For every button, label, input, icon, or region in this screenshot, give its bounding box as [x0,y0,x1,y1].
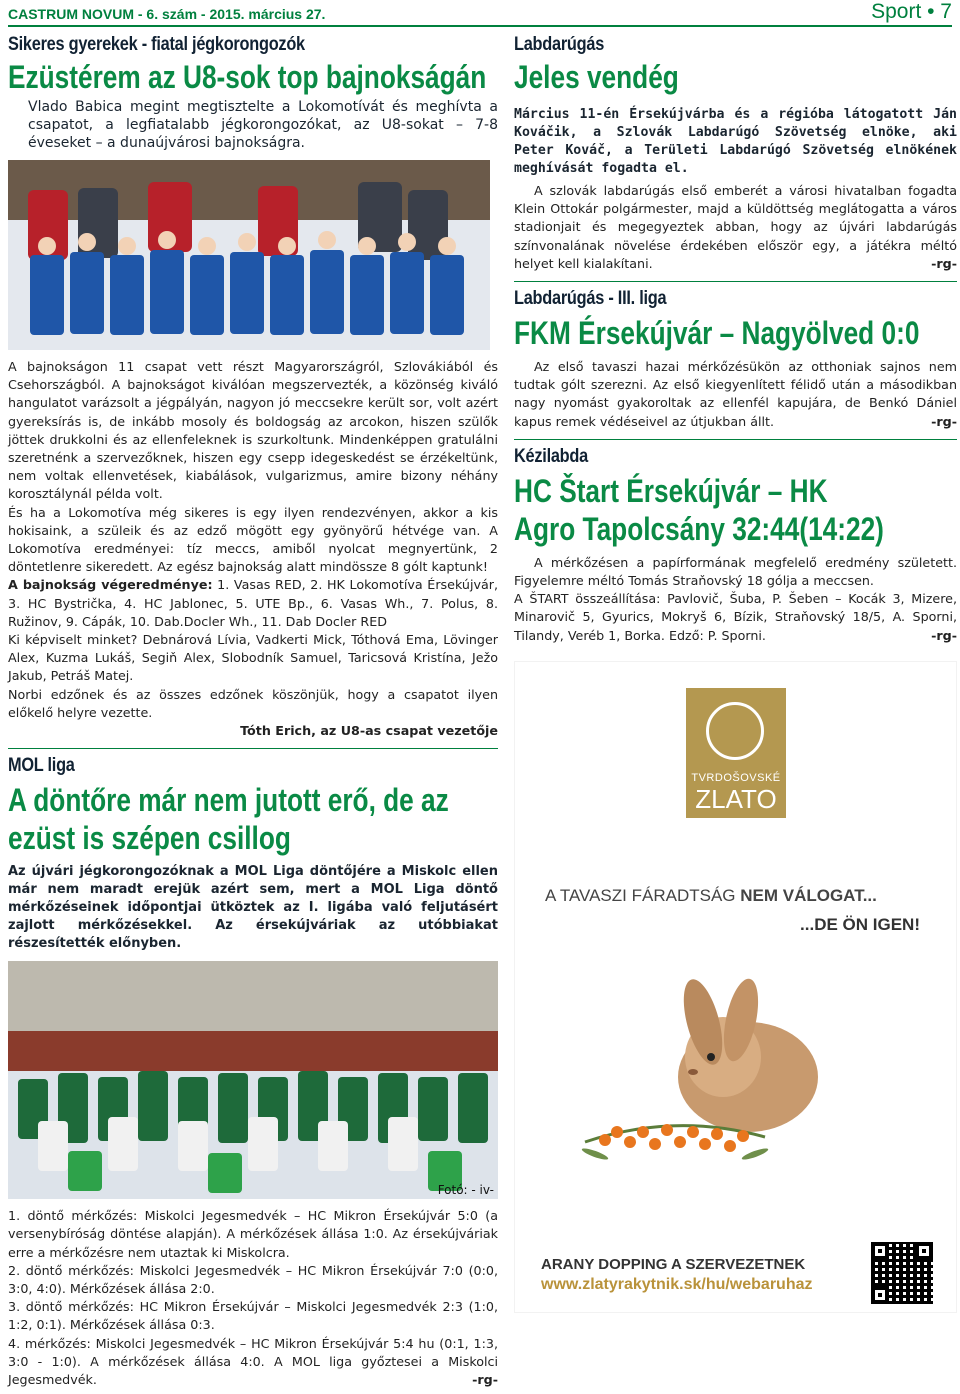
team-photo-u8-drawing [8,160,490,350]
article-headline: Jeles vendég [514,59,679,95]
team-photo-mol-liga-drawing [8,961,498,1199]
divider [514,281,957,282]
results-paragraph [8,576,498,631]
article-body [514,554,957,645]
page-header-right: Sport • 7 [871,0,952,23]
qr-finder [871,1286,889,1304]
header-rule [8,25,952,27]
team-photo-u8 [8,160,490,350]
page-header-left: CASTRUM NOVUM - 6. szám - 2015. március 27. [8,6,326,22]
ad-slogan-bold: NEM VÁLOGAT... [740,885,877,905]
signature-row [8,722,498,740]
ad-url-link[interactable]: www.zlatyrakytnik.sk/hu/webaruhaz [541,1275,813,1293]
article-body [514,358,957,431]
article-kicker: Kézilabda [514,445,588,467]
paragraph: 3. döntő mérkőzés: HC Mikron Érsekújvár – Miskolci Jegesmedvék 2:3 (1:0, 1:2, 0:1). Mérkőzések állása 0:3. [8,1299,498,1333]
divider [514,439,957,440]
article-lead: Vlado Babica megint megtisztelte a Lokomotívát és meghívta a csapatot, a legfiatalabb jégkorongozókat, az U8-sokat – 7-8 éveseket – a dunaújvárosi bajnokságra. [28,99,498,151]
paragraph: 2. döntő mérkőzés: Miskolci Jegesmedvék – HC Mikron Érsekújvár 7:0 (0:0, 3:0, 4:0). Mérkőzések állása 2:0. [8,1262,498,1297]
paragraph [8,1335,498,1390]
paragraph [514,590,957,645]
qr-finder [915,1242,933,1260]
headline-line: ezüst is szépen csillog [8,820,291,857]
paragraph [514,182,957,273]
paragraph: Norbi edzőnek és az összes edzőnek köszönjük, hogy a csapatot ilyen előkelő helyre vezette. [8,686,498,720]
ad-footer-text: ARANY DOPPING A SZERVEZETNEK [541,1255,806,1273]
headline-line: Agro Tapolcsány 32:44(14:22) [514,510,884,547]
paragraph-text: Az első tavaszi hazai mérkőzésükön az otthoniak sajnos nem tudtak gólt szerezni. Az első kiegyenlített félidő után a másodikban nagy nyomást gyakoroltak az ellenfél kapujára, de Benkó Dániel kapus remek védéseivel az útjukban állt. [514,359,957,429]
qr-code-icon[interactable] [871,1242,933,1304]
paragraph: A mérkőzésen a papírformának megfelelő eredmény született. Figyelemre méltó Tomás Straňovský 18 gólja a meccsen. [514,554,957,589]
ad-slogan [545,886,877,906]
article-headline: Ezüstérem az U8-sok top bajnokságán [8,59,487,95]
signature: -rg- [472,1372,498,1388]
paragraph-text: 4. mérkőzés: Miskolci Jegesmedvék – HC Mikron Érsekújvár 5:4 hu (0:1, 1:3, 3:0 - 1:0). A mérkőzések állása 4:0. A MOL liga győztesei a Miskolci Jegesmedvék. [8,1335,498,1388]
paragraph: A bajnokságon 11 csapat vett részt Magyarországról, Szlovákiából és Csehországból. A bajnokságot kiválóan megszervezték, a közönség kiváló hangulatot varázsolt a jégpályán, nagyon jó meccsekre került sor, volt azért gyereksírás is, de inkább mosoly és boldogság az arcokon, hiszen szülők jöttek drukkolni és az ellenfeleknek is szurkoltunk. Mindenképpen gratulálni szeretnénk a szervezőknek, hiszen egy csepp idegeskedést se érzékeltünk, nem voltak ellenvetések, kiabálások, vulgarizmus, amire bizony néhány korosztálynál példa volt. [8,359,498,502]
ad-slogan-part: A TAVASZI FÁRADTSÁG [545,885,741,905]
right-column [514,34,957,1313]
paragraph: Ki képviselt minket? Debnárová Lívia, Vadkerti Mick, Tóthová Ema, Lövinger Alex, Kuzma Lukáš, Segiň Alex, Slobodník Samuel, Taricsová Kristína, Ježo Jakub, Petráš Matej. [8,632,498,684]
signature: -rg- [931,627,957,643]
results-label: A bajnokság végeredménye: [8,577,213,593]
article-headline [514,472,957,548]
advertisement[interactable] [514,661,957,1313]
article-kicker: Sikeres gyerekek - fiatal jégkorongozók [8,34,305,55]
article-kicker: MOL liga [8,755,75,777]
leaf-logo-icon [706,702,764,760]
article-kicker: Labdarúgás [514,34,605,55]
divider [8,748,498,749]
ad-slogan-second: ...DE ÖN IGEN! [800,914,920,934]
article-kicker: Labdarúgás - III. liga [514,288,667,310]
tvrdosovske-zlato-logo [686,688,786,818]
logo-text-top: TVRDOŠOVSKÉ [691,771,781,784]
paragraph-text: A szlovák labdarúgás első emberét a városi hivatalban fogadta Klein Ottokár polgármester, majd a küldöttség meglátogatta a város stadionjait és megegyeztek abban, hogy az újvári labdarúgás színvonalának növelése érdekében először egy, a játékra méltó helyet kell kialakítani. [514,183,957,271]
qr-finder [871,1242,889,1260]
logo-text-bottom: ZLATO [695,783,777,814]
results-text: 1. Vasas RED, 2. HK Lokomotíva Érsekújvár, 3. HC Bystrička, 4. HC Jablonec, 5. UTE Bp., 6. Vasas Wh., 7. Polus, 8. Ružinov, 9. Cápák, 10. Dab.Docler Wh., 11. Dab Docler RED [8,577,499,629]
article-body [8,1207,498,1389]
article-lead: Március 11-én Érsekújvárba és a régióba látogatott Ján Kováčik, a Szlovák Labdarúgó Szövetség elnöke, aki Peter Kováč, a Területi Labdarúgó Szövetség elnökének meghívását fogadta el. [514,107,957,176]
sea-buckthorn-icon [575,1102,775,1172]
signature: -rg- [931,413,957,429]
photo-credit: Fotó: - iv- [437,1183,494,1198]
headline-line: A döntőre már nem jutott erő, de az [8,782,449,819]
signature: Tóth Erich, az U8-as csapat vezetője [240,723,498,739]
headline-line: HC Štart Érsekújvár – HK [514,472,828,509]
paragraph [514,358,957,431]
signature: -rg- [931,255,957,271]
left-column [8,34,498,1389]
article-body [8,358,498,740]
paragraph: És ha a Lokomotíva még sikeres is egy ilyen rendezvényen, akkor a kis hokisaink, a szüleik és az edző mögött egy gyönyörű hétvége van. A Lokomotíva eredményei: tíz meccs, amiből nyolcat megnyertünk, 2 döntetlenre sikeredett. Az egész bajnokság alatt mindössze 8 gólt kaptunk! [8,504,498,575]
lineup-text: A ŠTART összeállítása: Pavlovič, Šuba, P. Šeben – Kocák 3, Mizere, Minarovič 5, Gyurics, Mokryš 6, Bízik, Straňovský 18/5, A. Sporni, Tilandy, Veréb 1, Borka. Edző: P. Sporni. [514,591,957,643]
article-headline [8,781,498,857]
paragraph: 1. döntő mérkőzés: Miskolci Jegesmedvék – HC Mikron Érsekújvár 5:0 (a versenybíróság döntése alapján). A mérkőzések állása 1:0. Az érsekújváriak erre a mérkőzésre nem utaztak ki Miskolcra. [8,1208,498,1260]
team-photo-mol-liga [8,961,498,1199]
article-lead: Az újvári jégkorongozóknak a MOL Liga döntőjére a Miskolc ellen már nem maradt erejük azért sem, mert a MOL Liga döntő mérkőzéseinek időpontjai ütköztek az I. ligába való feljutásért zajlott mérkőzésekkel. Az érsekújváriak az utóbbiakat részesítették előnyben. [8,864,498,952]
article-headline: FKM Érsekújvár – Nagyölved 0:0 [514,315,920,352]
article-body [514,182,957,273]
